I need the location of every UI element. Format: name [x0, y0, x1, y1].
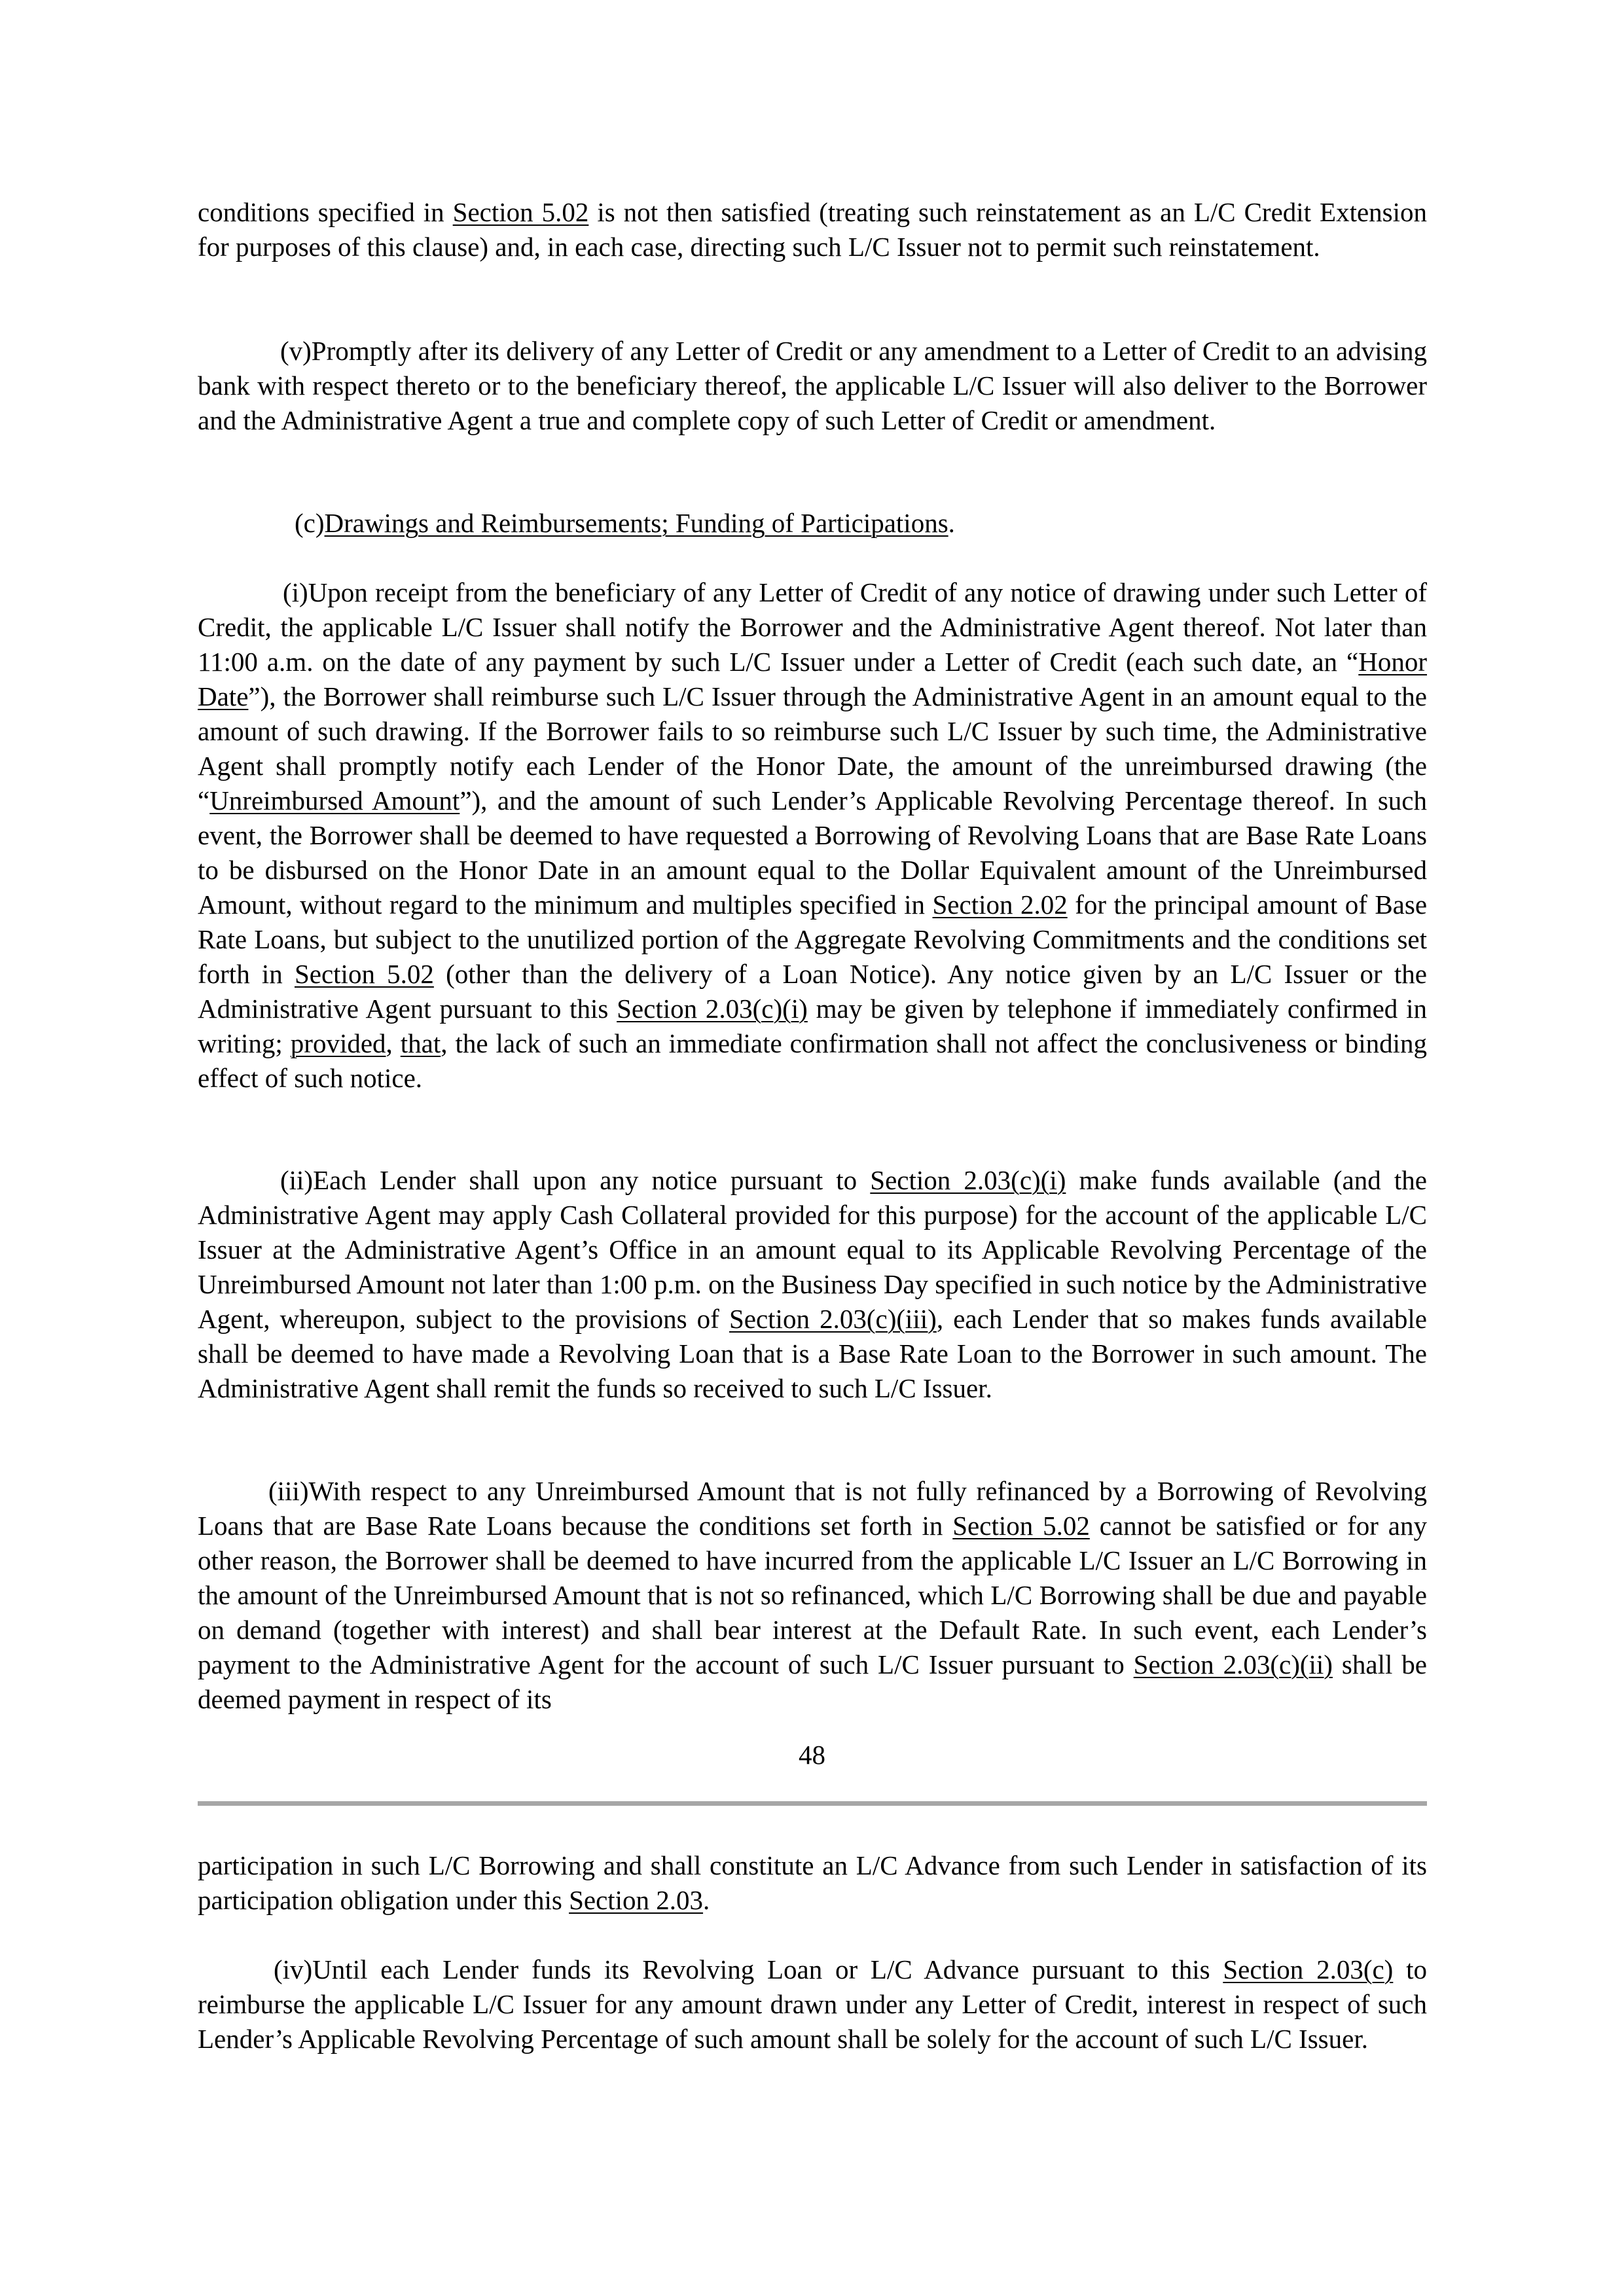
proviso-term: that	[400, 1028, 441, 1058]
paragraph-text: to reimburse the applicable L/C Issuer for any amount drawn under any Letter of Credit, interest in respect of such Lender’s Applicable Revolving Percentage of such amount shall be solely for the account of such L/C Issuer.	[198, 1954, 1427, 2054]
paragraph-text: cannot be satisfied or for any other reason, the Borrower shall be deemed to have incurred from the applicable L/C Issuer an L/C Borrowing in the amount of the Unreimbursed Amount that is not so refinanced, which L/C Borrowing shall be due and payable on demand (together with interest) and shall bear interest at the Default Rate. In such event, each Lender’s payment to the Administrative Agent for the account of such L/C Issuer pursuant to	[198, 1511, 1427, 1679]
paragraph-iv	[198, 1952, 1427, 2056]
paragraph-text: .	[703, 1885, 710, 1915]
paragraph-text: (ii)Each Lender shall upon any notice pursuant to	[280, 1165, 871, 1195]
section-reference: Section 5.02	[294, 959, 434, 989]
paragraph-continuation	[198, 195, 1427, 264]
paragraph-ii	[198, 1163, 1427, 1406]
paragraph-text: may be given by telephone if immediately confirmed in writing;	[198, 994, 1427, 1058]
proviso-term: provided	[290, 1028, 386, 1058]
paragraph-continuation-page2	[198, 1848, 1427, 1918]
paragraph-text: , each Lender that so makes funds available shall be deemed to have made a Revolving Loan that is a Base Rate Loan to the Borrower in such amount. The Administrative Agent shall remit the funds so received to such L/C Issuer.	[198, 1304, 1428, 1403]
defined-term: Unreimbursed Amount	[209, 785, 460, 816]
paragraph-text: (iv)Until each Lender funds its Revolving Loan or L/C Advance pursuant to this	[274, 1954, 1223, 1984]
section-reference: Section 2.03(c)(iii)	[729, 1304, 937, 1334]
paragraph-text: make funds available (and the Administrative Agent may apply Cash Collateral provided for this purpose) for the account of the applicable L/C Issuer at the Administrative Agent’s Office in an amount equal to its Applicable Revolving Percentage of the Unreimbursed Amount not later than 1:00 p.m. on the Business Day specified in such notice by the Administrative Agent, whereupon, subject to the provisions of	[198, 1165, 1427, 1334]
section-reference: Section 2.02	[932, 889, 1068, 920]
page-divider	[198, 1801, 1427, 1806]
paragraph-text: .	[948, 508, 955, 538]
defined-term: Honor Date	[198, 647, 1427, 711]
paragraph-text: for the principal amount of Base Rate Loans, but subject to the unutilized portion of the Aggregate Revolving Commitments and the conditions set forth in	[198, 889, 1428, 989]
paragraph-iii	[198, 1474, 1427, 1717]
paragraph-text: shall be deemed payment in respect of its	[198, 1649, 1428, 1714]
clause-number: (c)	[295, 508, 325, 538]
section-heading: Drawings and Reimbursements; Funding of Participations	[324, 508, 948, 538]
paragraph-i	[198, 575, 1427, 1096]
paragraph-text: , the lack of such an immediate confirmation shall not affect the conclusiveness or binding effect of such notice.	[198, 1028, 1428, 1093]
section-reference: Section 2.03(c)(i)	[870, 1165, 1066, 1195]
paragraph-text: (other than the delivery of a Loan Notice). Any notice given by an L/C Issuer or the Administrative Agent pursuant to this	[198, 959, 1427, 1024]
paragraph-text: conditions specified in	[198, 197, 453, 227]
paragraph-text: ”), and the amount of such Lender’s Applicable Revolving Percentage thereof. In such event, the Borrower shall be deemed to have requested a Borrowing of Revolving Loans that are Base Rate Loans to be disbursed on the Honor Date in an amount equal to the Dollar Equivalent amount of the Unreimbursed Amount, without regard to the minimum and multiples specified in	[198, 785, 1427, 920]
section-reference: Section 2.03(c)	[1223, 1954, 1394, 1984]
section-reference: Section 2.03(c)(ii)	[1133, 1649, 1333, 1679]
section-reference: Section 2.03(c)(i)	[617, 994, 808, 1024]
paragraph-c-heading	[198, 506, 1427, 541]
section-reference: Section 2.03	[569, 1885, 704, 1915]
paragraph-text: (v)Promptly after its delivery of any Letter of Credit or any amendment to a Letter of Credit to an advising bank with respect thereto or to the beneficiary thereof, the applicable L/C Issuer will also deliver to the Borrower and the Administrative Agent a true and complete copy of such Letter of Credit or amendment.	[198, 336, 1427, 435]
section-reference: Section 5.02	[452, 197, 589, 227]
paragraph-text: (iii)With respect to any Unreimbursed Amount that is not fully refinanced by a Borrowing of Revolving Loans that are Base Rate Loans because the conditions set forth in	[198, 1476, 1427, 1541]
paragraph-text: is not then satisfied (treating such reinstatement as an L/C Credit Extension for purposes of this clause) and, in each case, directing such L/C Issuer not to permit such reinstatement.	[198, 197, 1428, 262]
paragraph-text: participation in such L/C Borrowing and shall constitute an L/C Advance from such Lender in satisfaction of its participation obligation under this	[198, 1850, 1427, 1915]
paragraph-text: (i)Upon receipt from the beneficiary of any Letter of Credit of any notice of drawing under such Letter of Credit, the applicable L/C Issuer shall notify the Borrower and the Administrative Agent thereof. Not later than 11:00 a.m. on the date of any payment by such L/C Issuer under a Letter of Credit (each such date, an “	[198, 577, 1427, 677]
paragraph-text: ”), the Borrower shall reimburse such L/C Issuer through the Administrative Agent in an amount equal to the amount of such drawing. If the Borrower fails to so reimburse such L/C Issuer by such time, the Administrative Agent shall promptly notify each Lender of the Honor Date, the amount of the unreimbursed drawing (the “	[198, 681, 1427, 816]
page-number: 48	[799, 1740, 825, 1770]
paragraph-text: ,	[386, 1028, 401, 1058]
section-reference: Section 5.02	[952, 1511, 1090, 1541]
paragraph-v	[198, 334, 1427, 438]
